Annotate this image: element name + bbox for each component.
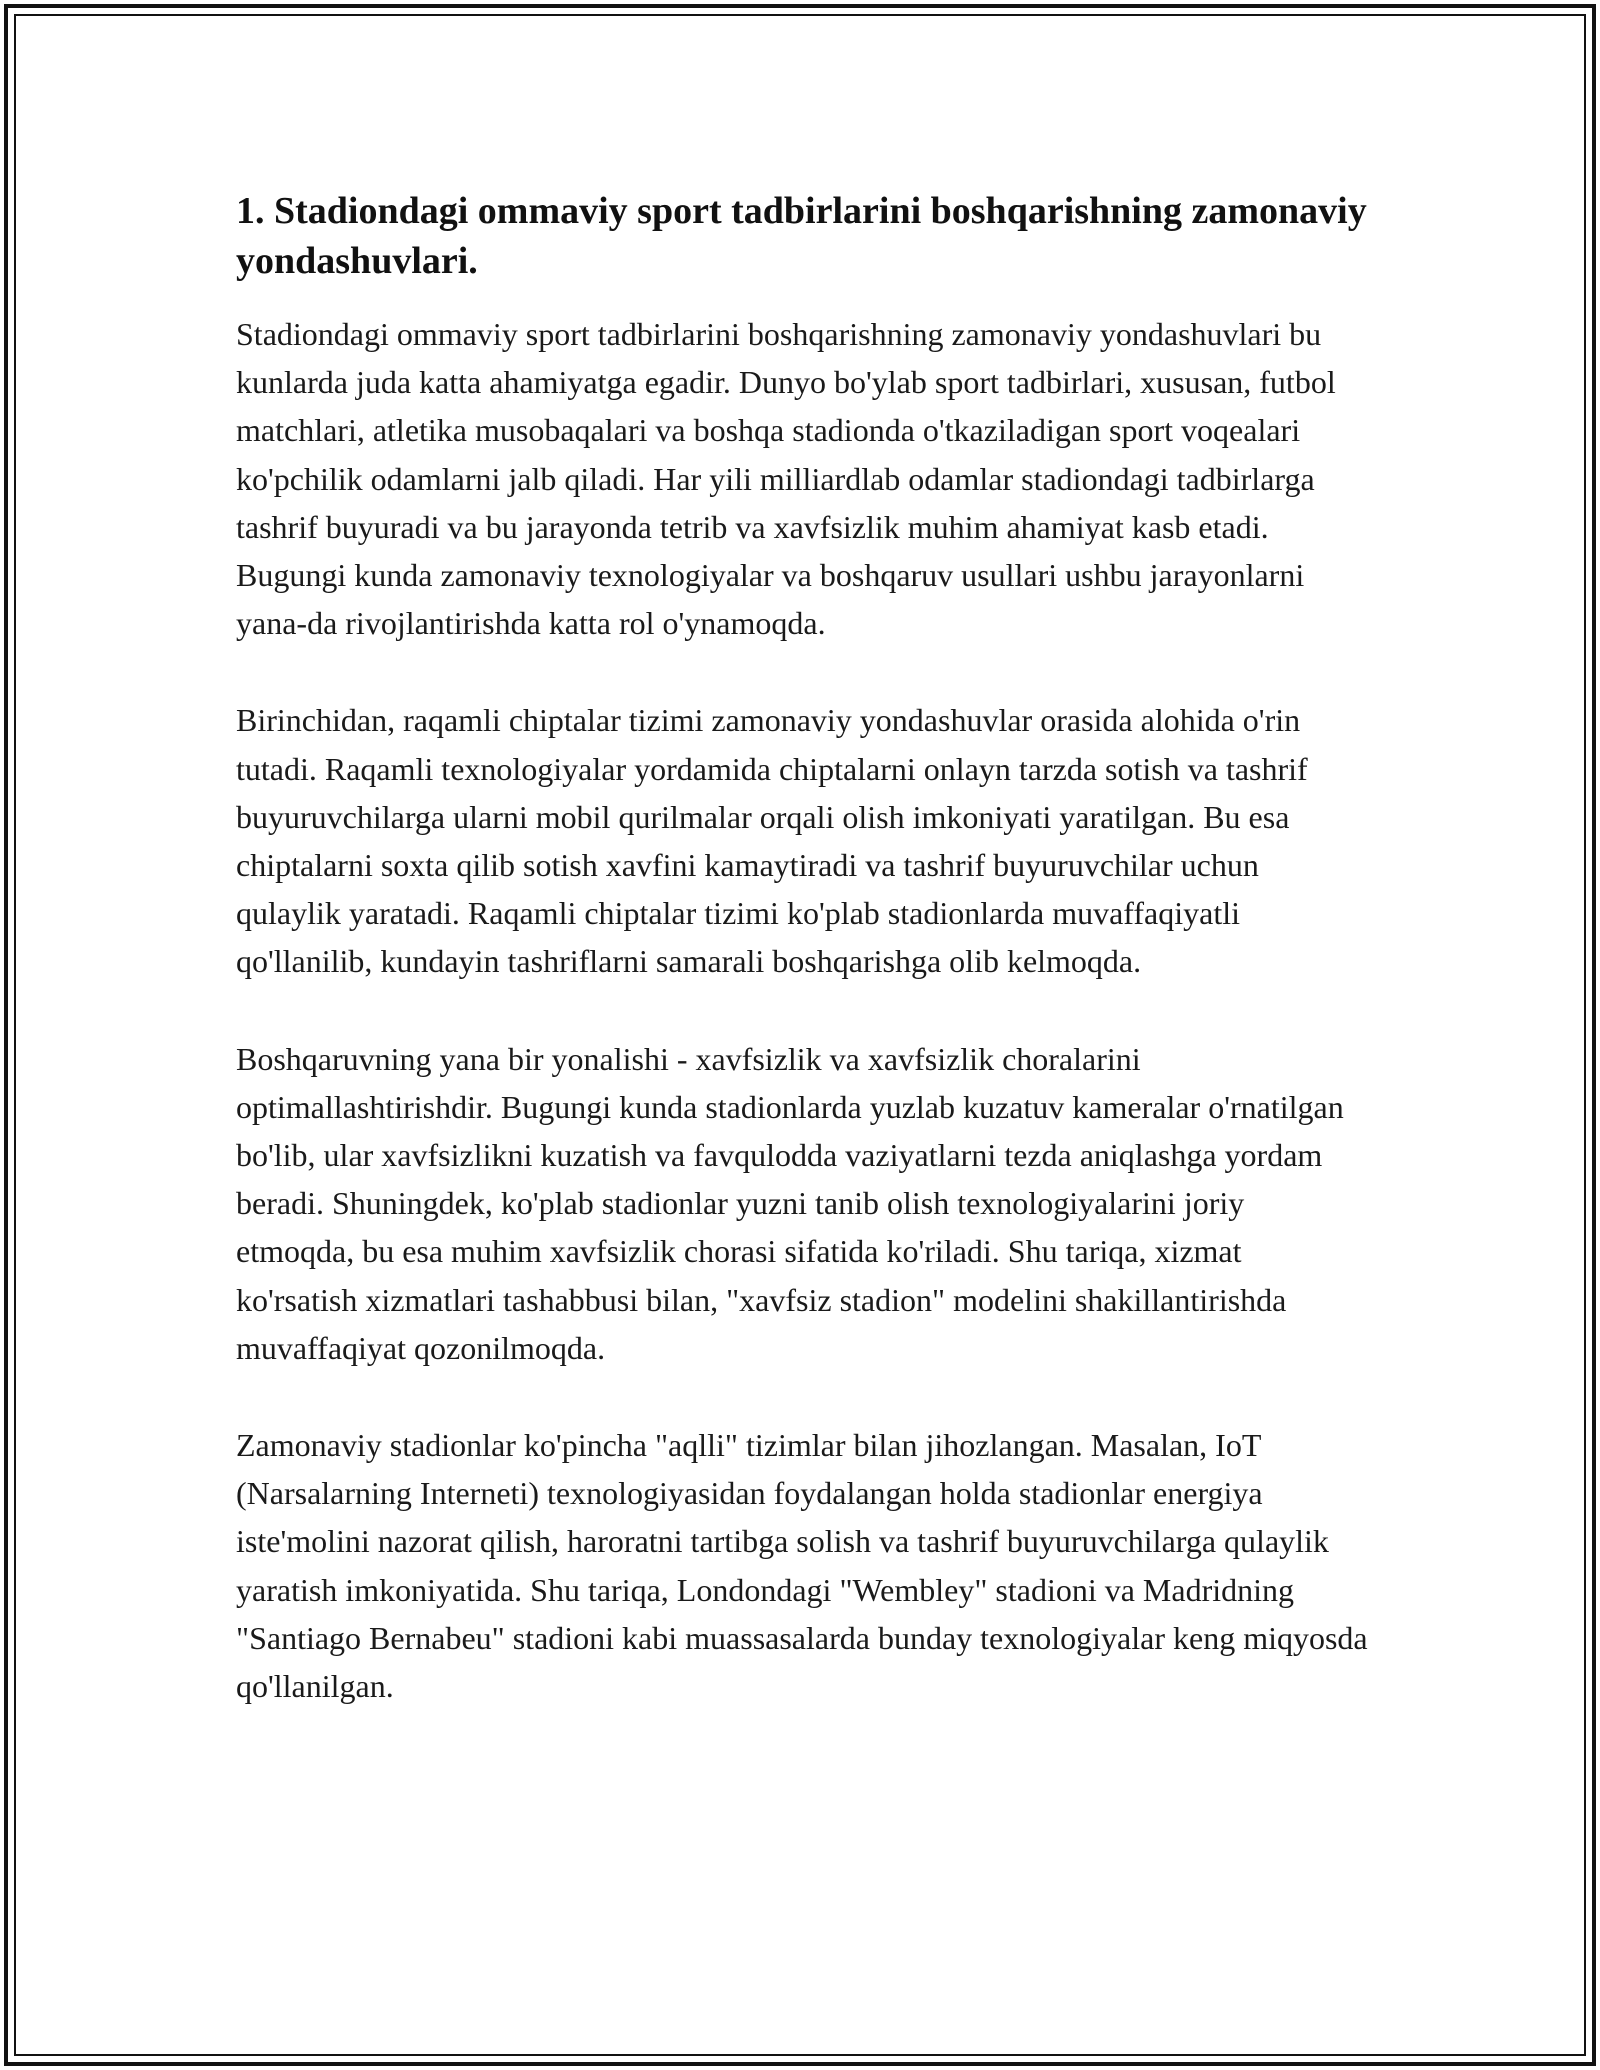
paragraph-intro: Stadiondagi ommaviy sport tadbirlarini boshqarishning zamonaviy yondashuvlari bu kunlarda juda katta ahamiyatga egadir. Dunyo bo'ylab sport tadbirlari, xususan, futbol matchlari, atletika musobaqalari va boshqa stadionda o'tkaziladigan sport voqealari ko'pchilik odamlarni jalb qiladi. Har yili milliardlab odamlar stadiondagi tadbirlarga tashrif buyuradi va bu jarayonda tetrib va xavfsizlik muhim ahamiyat kasb etadi. Bugungi kunda zamonaviy texnologiyalar va boshqaruv usullari ushbu jarayonlarni yana-da rivojlantirishda katta rol o'ynamoqda.: [236, 316, 1336, 642]
section-heading: 1. Stadiondagi ommaviy sport tadbirlarini boshqarishning zamonaviy yondashuvlari.: [236, 190, 1367, 282]
document-body: [236, 186, 1370, 1710]
paragraph-smart-stadiums: Zamonaviy stadionlar ko'pincha "aqlli" tizimlar bilan jihozlangan. Masalan, IoT (Narsalarning Interneti) texnologiyasidan foydalangan holda stadionlar energiya iste'molini nazorat qilish, haroratni tartibga solish va tashrif buyuruvchilarga qulaylik yaratish imkoniyatida. Shu tariqa, Londondagi "Wembley" stadioni va Madridning "Santiago Bernabeu" stadioni kabi muassasalarda bunday texnologiyalar keng miqyosda qo'llanilgan.: [236, 1427, 1368, 1705]
paragraph-security: Boshqaruvning yana bir yonalishi - xavfsizlik va xavfsizlik choralarini optimallashtirishdir. Bugungi kunda stadionlarda yuzlab kuzatuv kameralar o'rnatilgan bo'lib, ular xavfsizlikni kuzatish va favqulodda vaziyatlarni tezda aniqlashga yordam beradi. Shuningdek, ko'plab stadionlar yuzni tanib olish texnologiyalarini joriy etmoqda, bu esa muhim xavfsizlik chorasi sifatida ko'riladi. Shu tariqa, xizmat ko'rsatish xizmatlari tashabbusi bilan, "xavfsiz stadion" modelini shakillantirishda muvaffaqiyat qozonilmoqda.: [236, 1040, 1344, 1366]
paragraph-digital-tickets: Birinchidan, raqamli chiptalar tizimi zamonaviy yondashuvlar orasida alohida o'rin tutadi. Raqamli texnologiyalar yordamida chiptalarni onlayn tarzda sotish va tashrif buyuruvchilarga ularni mobil qurilmalar orqali olish imkoniyati yaratilgan. Bu esa chiptalarni soxta qilib sotish xavfini kamaytiradi va tashrif buyuruvchilar uchun qulaylik yaratadi. Raqamli chiptalar tizimi ko'plab stadionlarda muvaffaqiyatli qo'llanilib, kundayin tashriflarni samarali boshqarishga olib kelmoqda.: [236, 702, 1308, 980]
